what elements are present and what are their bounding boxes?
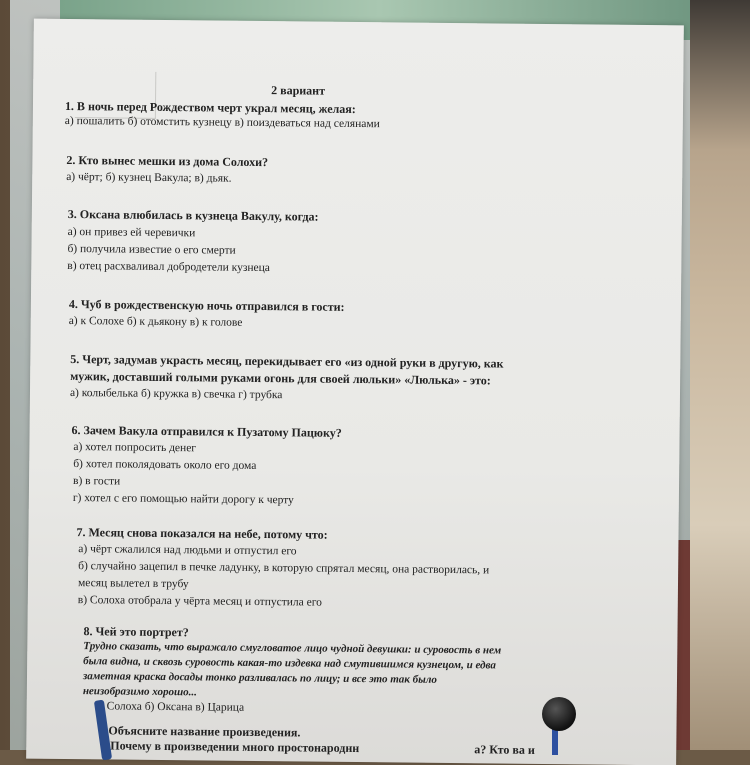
answer-line: а) хотел попросить денег — [73, 441, 197, 455]
answer-line: Солоха б) Оксана в) Царица — [106, 700, 245, 714]
pushpin-head — [542, 697, 576, 731]
quote-line: Трудно сказать, что выражало смугловатое лицо чудной девушки: и суровость в нем — [83, 640, 502, 657]
answer-line: а) чёрт сжалился над людьми и отпустил его — [78, 543, 297, 558]
answer-line: а) к Солохе б) к дьякону в) к голове — [68, 314, 243, 329]
question-8: 8. Чей это портрет? — [83, 624, 189, 640]
answer-line: в) в гости — [72, 475, 121, 488]
answer-line: а) чёрт; б) кузнец Вакула; в) дьяк. — [66, 170, 232, 185]
question-1: 1. В ночь перед Рождеством черт украл месяц, желая: — [64, 98, 356, 116]
variant-title: 2 вариант — [271, 83, 326, 98]
question-7: 7. Месяц снова показался на небе, потому что: — [76, 525, 328, 542]
background-right-edge — [690, 0, 750, 750]
quote-line: заметная краска досады тонко разливалась по лицу; и все это так было — [82, 670, 437, 686]
answer-line: а) пошалить б) отомстить кузнецу в) поиздеваться над селянами — [64, 114, 380, 131]
question-5-line-1: 5. Черт, задумав украсть месяц, перекидывает его «из одной руки в другую, как — [70, 352, 504, 371]
answer-line: г) хотел с его помощью найти дорогу к черту — [72, 492, 294, 507]
question-2: 2. Кто вынес мешки из дома Солохи? — [66, 152, 269, 170]
answer-line: месяц вылетел в трубу — [77, 577, 189, 591]
answer-line: б) получила известие о его смерти — [67, 242, 236, 257]
quote-line: неизобразимо хорошо... — [82, 685, 197, 699]
answer-line: б) случайно зацепил в печке ладунку, в которую спрятал месяц, она растворилась, и — [78, 560, 490, 577]
answer-line: а) колыбелька б) кружка в) свечка г) трубка — [69, 387, 283, 402]
question-9: Объясните название произведения. — [108, 723, 301, 740]
question-5-line-2: мужик, доставший голыми руками огонь для своей люльки» «Люлька» - это: — [70, 369, 491, 388]
answer-line: в) отец расхваливал добродетели кузнеца — [67, 259, 270, 275]
question-10-partial-right: а? Кто ва и — [474, 742, 535, 757]
quote-line: была видна, и сквозь суровость какая-то издевка над смутившимся кузнецом, и едва — [83, 655, 496, 672]
worksheet-paper — [26, 19, 684, 765]
answer-line: в) Солоха отобрала у чёрта месяц и отпустила его — [77, 594, 322, 609]
question-10-partial: Почему в произведении много простонароднн — [110, 738, 360, 756]
answer-line: б) хотел поколядовать около его дома — [73, 458, 257, 472]
answer-line: а) он привез ей черевички — [67, 225, 196, 240]
question-4: 4. Чуб в рождественскую ночь отправился в гости: — [68, 296, 345, 314]
question-3: 3. Оксана влюбилась в кузнеца Вакулу, когда: — [67, 206, 319, 224]
question-6: 6. Зачем Вакула отправился к Пузатому Пацюку? — [71, 423, 342, 440]
